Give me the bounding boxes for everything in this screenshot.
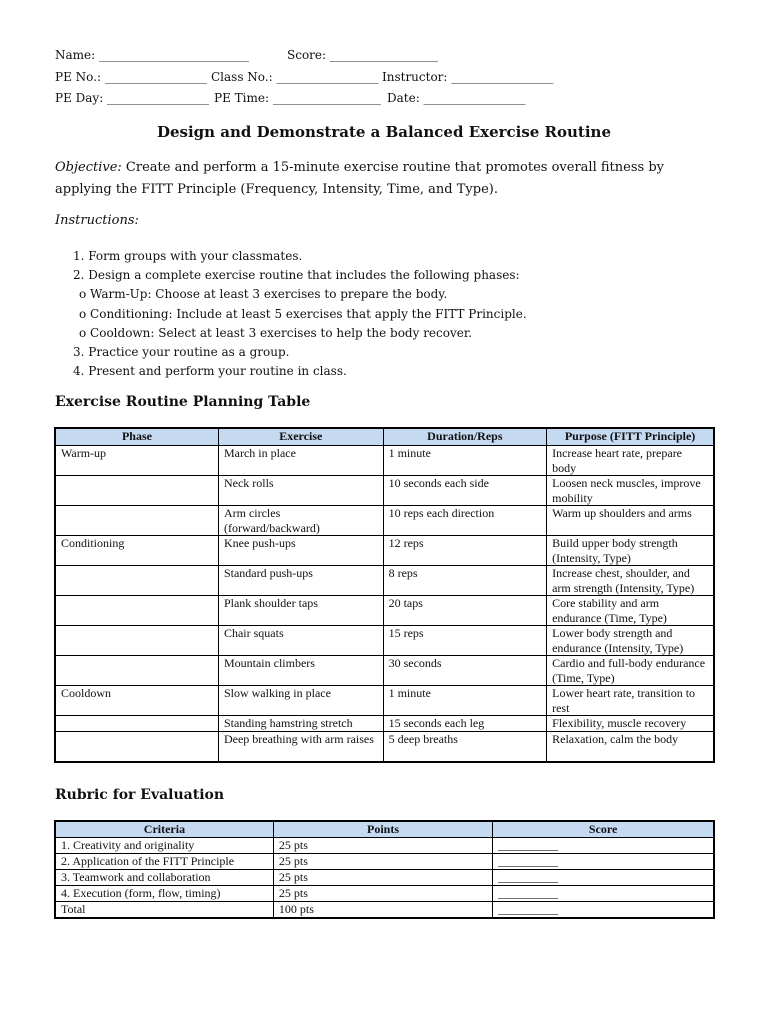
- instruction-step: 4. Present and perform your routine in class.: [73, 364, 347, 379]
- table-cell: March in place: [218, 446, 383, 476]
- instruction-substep: o Conditioning: Include at least 5 exercises that apply the FITT Principle.: [79, 306, 527, 321]
- class-no-field[interactable]: Class No.: _________________: [211, 70, 379, 84]
- table-header-row: [55, 428, 714, 446]
- table-cell: Warm-up: [55, 446, 218, 476]
- table-cell: Total: [55, 902, 273, 919]
- table-cell: Lower body strength and endurance (Intensity, Type): [547, 626, 714, 656]
- table-cell: 15 seconds each leg: [383, 716, 547, 732]
- table-cell: 20 taps: [383, 596, 547, 626]
- plan-table-heading: Exercise Routine Planning Table: [55, 394, 311, 410]
- column-header: Points: [273, 821, 492, 838]
- table-cell: Cooldown: [55, 686, 218, 716]
- instructions-list: [55, 247, 720, 381]
- table-row: [55, 854, 714, 870]
- table-cell: 15 reps: [383, 626, 547, 656]
- page-title: Design and Demonstrate a Balanced Exercise Routine: [156, 123, 612, 141]
- table-cell: 25 pts: [273, 854, 492, 870]
- table-cell: 10 seconds each side: [383, 476, 547, 506]
- score-field[interactable]: Score: __________________: [287, 48, 438, 62]
- table-cell: [55, 716, 218, 732]
- table-cell: Conditioning: [55, 536, 218, 566]
- table-cell: Standard push-ups: [218, 566, 383, 596]
- table-cell: Increase heart rate, prepare body: [547, 446, 714, 476]
- table-row: [55, 596, 714, 626]
- table-cell: Increase chest, shoulder, and arm strength (Intensity, Type): [547, 566, 714, 596]
- table-cell: Loosen neck muscles, improve mobility: [547, 476, 714, 506]
- column-header: Purpose (FITT Principle): [547, 428, 714, 446]
- table-cell: Plank shoulder taps: [218, 596, 383, 626]
- table-cell: 10 reps each direction: [383, 506, 547, 536]
- table-cell: [55, 596, 218, 626]
- table-cell: Chair squats: [218, 626, 383, 656]
- table-cell: Relaxation, calm the body: [547, 732, 714, 763]
- table-row: [55, 626, 714, 656]
- rubric-table: [54, 820, 715, 919]
- table-header-row: [55, 821, 714, 838]
- column-header: Duration/Reps: [383, 428, 547, 446]
- objective-text: Create and perform a 15-minute exercise routine that promotes overall fitness by applying the FITT Principle (Frequency, Intensity, Time, and Type).: [55, 160, 664, 197]
- table-cell: Mountain climbers: [218, 656, 383, 686]
- table-cell: Knee push-ups: [218, 536, 383, 566]
- rubric-heading: Rubric for Evaluation: [55, 787, 225, 803]
- table-cell: 4. Execution (form, flow, timing): [55, 886, 273, 902]
- table-cell: Warm up shoulders and arms: [547, 506, 714, 536]
- table-cell: Slow walking in place: [218, 686, 383, 716]
- table-row: [55, 656, 714, 686]
- table-cell: 8 reps: [383, 566, 547, 596]
- table-cell: 3. Teamwork and collaboration: [55, 870, 273, 886]
- table-cell: [55, 476, 218, 506]
- date-field[interactable]: Date: _________________: [387, 91, 526, 105]
- table-cell: 25 pts: [273, 870, 492, 886]
- instructor-field[interactable]: Instructor: _________________: [382, 70, 554, 84]
- table-cell: 1. Creativity and originality: [55, 838, 273, 854]
- table-cell: [55, 626, 218, 656]
- table-cell: Cardio and full-body endurance (Time, Type): [547, 656, 714, 686]
- table-cell: 30 seconds: [383, 656, 547, 686]
- table-cell: Build upper body strength (Intensity, Type): [547, 536, 714, 566]
- table-cell: Neck rolls: [218, 476, 383, 506]
- table-cell: __________: [493, 854, 714, 870]
- instruction-substep: o Warm-Up: Choose at least 3 exercises to prepare the body.: [79, 287, 448, 302]
- table-cell: Lower heart rate, transition to rest: [547, 686, 714, 716]
- table-row: [55, 886, 714, 902]
- column-header: Exercise: [218, 428, 383, 446]
- table-cell: __________: [493, 838, 714, 854]
- column-header: Score: [493, 821, 714, 838]
- table-cell: 25 pts: [273, 838, 492, 854]
- pe-day-field[interactable]: PE Day: _________________: [55, 91, 210, 105]
- table-row: [55, 716, 714, 732]
- table-row: [55, 506, 714, 536]
- table-row: [55, 446, 714, 476]
- table-row: [55, 536, 714, 566]
- objective-label: Objective:: [55, 160, 122, 175]
- instruction-step: 3. Practice your routine as a group.: [73, 345, 290, 360]
- table-row: [55, 902, 714, 919]
- table-cell: Core stability and arm endurance (Time, Type): [547, 596, 714, 626]
- table-cell: __________: [493, 870, 714, 886]
- objective-paragraph: [55, 157, 720, 201]
- table-cell: Standing hamstring stretch: [218, 716, 383, 732]
- column-header: Phase: [55, 428, 218, 446]
- table-row: [55, 686, 714, 716]
- table-row: [55, 476, 714, 506]
- pe-no-field[interactable]: PE No.: _________________: [55, 70, 207, 84]
- exercise-planning-table: [54, 427, 715, 763]
- pe-time-field[interactable]: PE Time: __________________: [214, 91, 381, 105]
- instruction-step: 1. Form groups with your classmates.: [73, 249, 303, 263]
- table-row: [55, 870, 714, 886]
- table-cell: Arm circles (forward/backward): [218, 506, 383, 536]
- instructions-label: Instructions:: [55, 213, 139, 228]
- table-cell: __________: [493, 886, 714, 902]
- instruction-step: 2. Design a complete exercise routine that includes the following phases:: [73, 268, 520, 283]
- column-header: Criteria: [55, 821, 273, 838]
- table-cell: 1 minute: [383, 446, 547, 476]
- table-cell: [55, 656, 218, 686]
- table-cell: __________: [493, 902, 714, 919]
- table-cell: 12 reps: [383, 536, 547, 566]
- table-cell: [55, 506, 218, 536]
- instruction-substep: o Cooldown: Select at least 3 exercises to help the body recover.: [79, 325, 473, 340]
- table-row: [55, 838, 714, 854]
- table-cell: 2. Application of the FITT Principle: [55, 854, 273, 870]
- table-cell: Deep breathing with arm raises: [218, 732, 383, 763]
- table-row: [55, 566, 714, 596]
- table-cell: 5 deep breaths: [383, 732, 547, 763]
- table-cell: 100 pts: [273, 902, 492, 919]
- table-cell: 25 pts: [273, 886, 492, 902]
- table-cell: [55, 566, 218, 596]
- table-row: [55, 732, 714, 763]
- name-field[interactable]: Name: _________________________: [55, 48, 249, 62]
- table-cell: Flexibility, muscle recovery: [547, 716, 714, 732]
- table-cell: [55, 732, 218, 763]
- table-cell: 1 minute: [383, 686, 547, 716]
